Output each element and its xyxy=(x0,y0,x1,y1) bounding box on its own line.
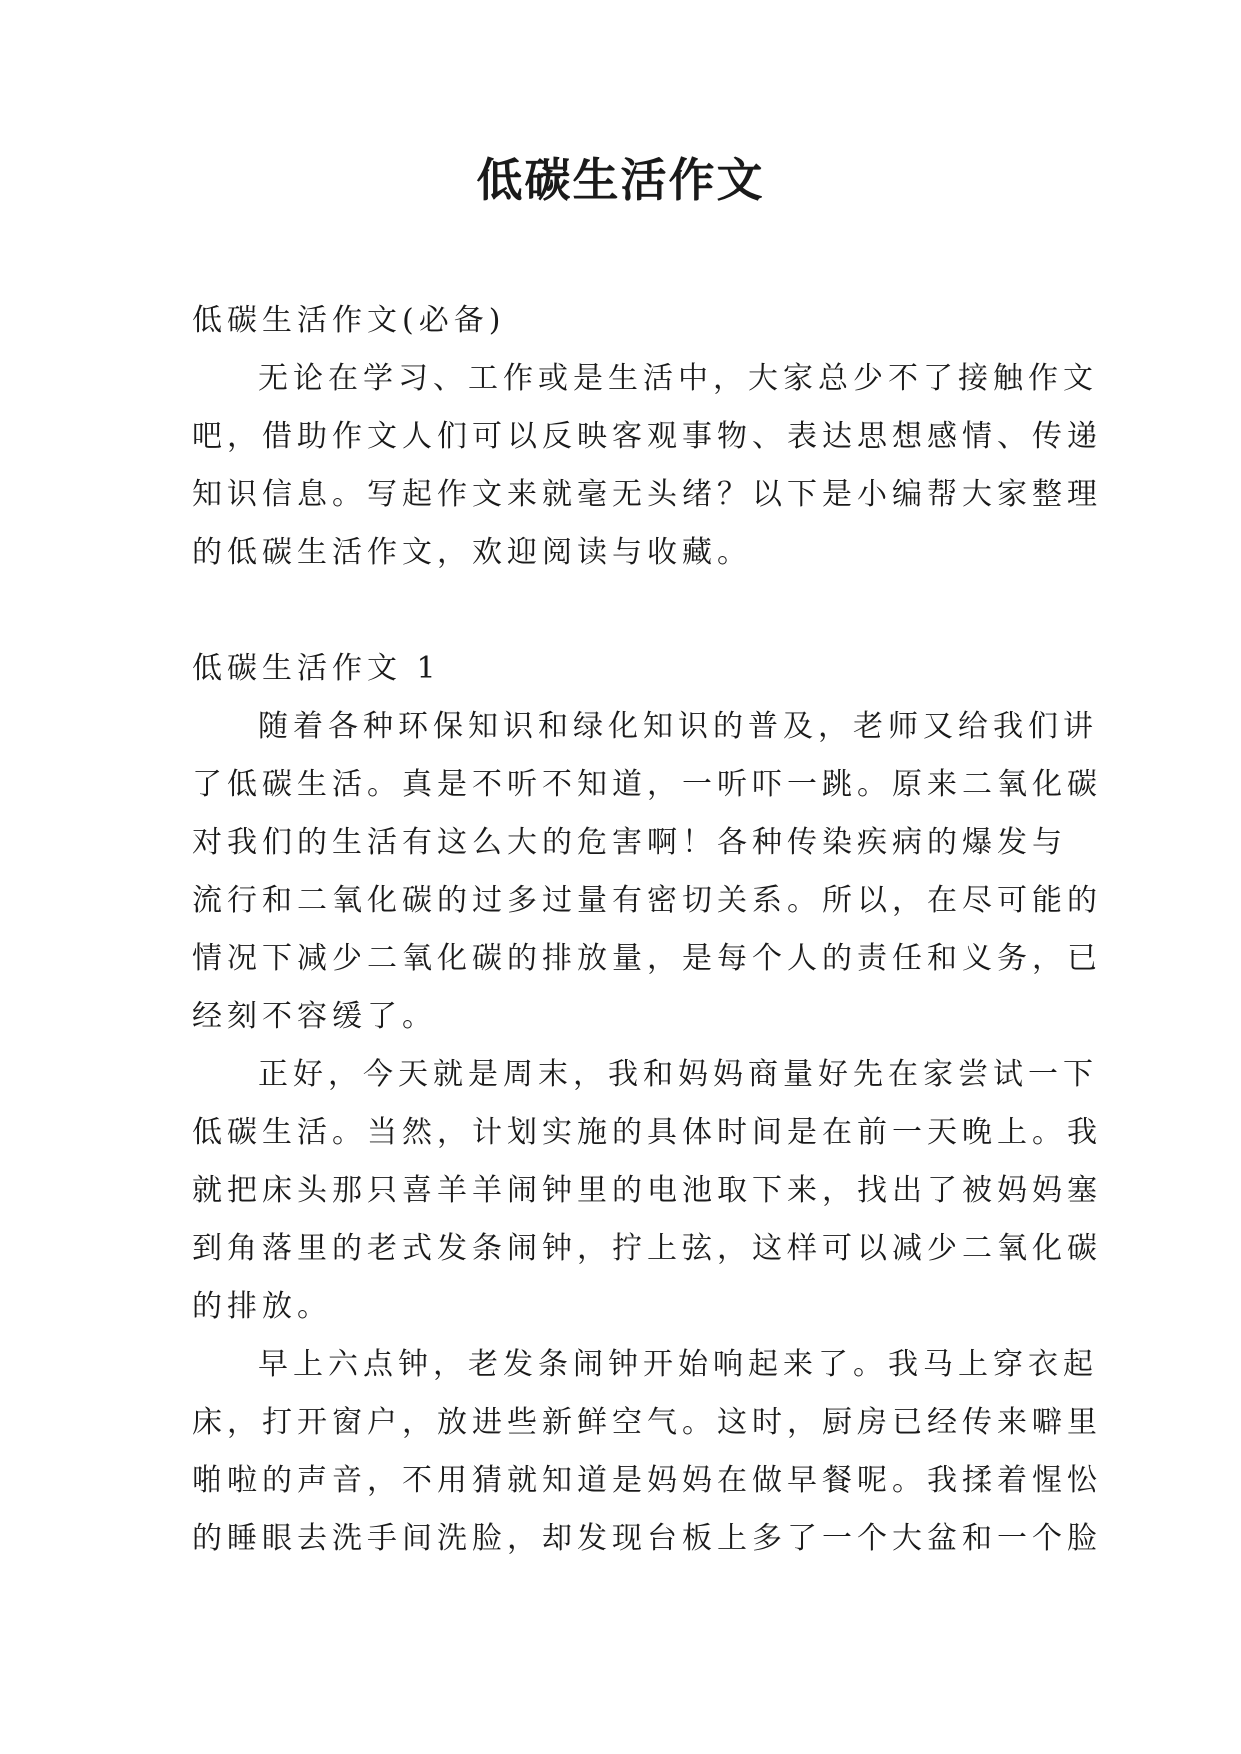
paragraph-line: 低碳生活。当然，计划实施的具体时间是在前一天晚上。我 xyxy=(192,1115,1102,1150)
paragraph-line: 到角落里的老式发条闹钟，拧上弦，这样可以减少二氧化碳 xyxy=(192,1231,1102,1266)
paragraph-line: 正好，今天就是周末，我和妈妈商量好先在家尝试一下 xyxy=(258,1057,1098,1092)
paragraph-line: 了低碳生活。真是不听不知道，一听吓一跳。原来二氧化碳 xyxy=(192,767,1102,802)
document-subtitle: 低碳生活作文(必备) xyxy=(192,303,506,338)
intro-line: 无论在学习、工作或是生活中，大家总少不了接触作文 xyxy=(258,361,1098,396)
paragraph-line: 就把床头那只喜羊羊闹钟里的电池取下来，找出了被妈妈塞 xyxy=(192,1173,1102,1208)
section-heading: 低碳生活作文 1 xyxy=(192,651,441,686)
paragraph-2 xyxy=(192,1046,1102,1336)
intro-paragraph xyxy=(192,350,1102,582)
paragraph-line: 情况下减少二氧化碳的排放量，是每个人的责任和义务，已 xyxy=(192,941,1102,976)
paragraph-line: 流行和二氧化碳的过多过量有密切关系。所以，在尽可能的 xyxy=(192,883,1102,918)
paragraph-line: 对我们的生活有这么大的危害啊！各种传染疾病的爆发与 xyxy=(192,825,1067,860)
paragraph-line: 经刻不容缓了。 xyxy=(192,999,437,1034)
blank-line xyxy=(192,582,1058,640)
paragraph-line: 床，打开窗户，放进些新鲜空气。这时，厨房已经传来噼里 xyxy=(192,1405,1102,1440)
document-body xyxy=(192,292,1102,1568)
paragraph-line: 的排放。 xyxy=(192,1289,332,1324)
paragraph-1 xyxy=(192,698,1102,1046)
paragraph-3 xyxy=(192,1336,1102,1568)
intro-line: 吧，借助作文人们可以反映客观事物、表达思想感情、传递 xyxy=(192,419,1102,454)
intro-line: 知识信息。写起作文来就毫无头绪？以下是小编帮大家整理 xyxy=(192,477,1102,512)
document-title: 低碳生活作文 xyxy=(476,153,765,207)
paragraph-line: 早上六点钟，老发条闹钟开始响起来了。我马上穿衣起 xyxy=(258,1347,1098,1382)
intro-line: 的低碳生活作文，欢迎阅读与收藏。 xyxy=(192,535,752,570)
paragraph-line: 啪啦的声音，不用猜就知道是妈妈在做早餐呢。我揉着惺忪 xyxy=(192,1463,1102,1498)
paragraph-line: 随着各种环保知识和绿化知识的普及，老师又给我们讲 xyxy=(258,709,1098,744)
paragraph-line: 的睡眼去洗手间洗脸，却发现台板上多了一个大盆和一个脸 xyxy=(192,1521,1102,1556)
